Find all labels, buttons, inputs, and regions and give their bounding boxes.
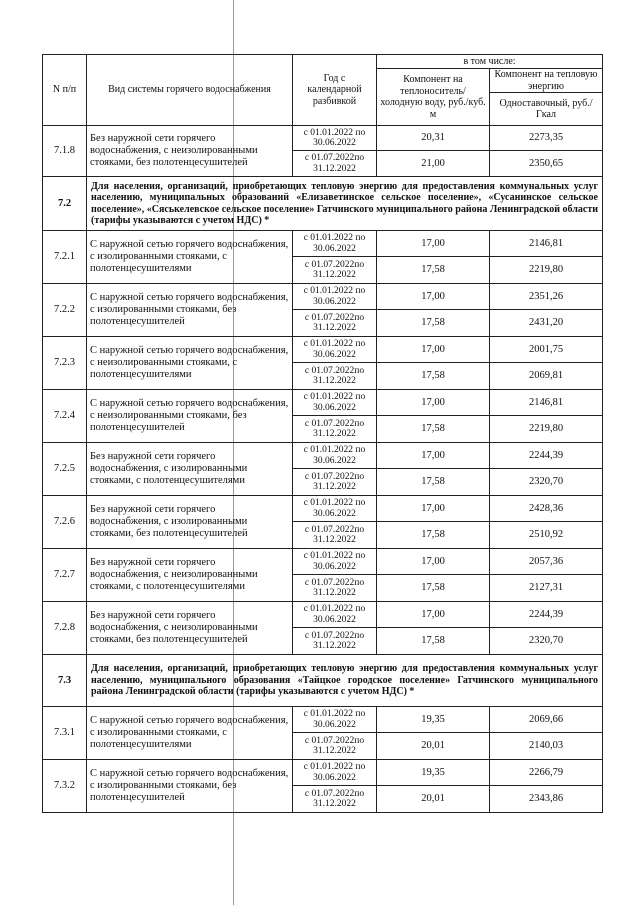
heat-component: 2431,20 xyxy=(490,310,603,337)
table-row xyxy=(43,496,603,522)
heat-component: 2127,31 xyxy=(490,575,603,602)
heat-component: 2343,86 xyxy=(490,786,603,813)
period: с 01.07.2022по 31.12.2022 xyxy=(293,151,377,177)
period: с 01.07.2022по 31.12.2022 xyxy=(293,469,377,496)
period: с 01.01.2022 по 30.06.2022 xyxy=(293,760,377,786)
table-row xyxy=(43,707,603,733)
water-component: 17,58 xyxy=(377,363,490,390)
system-description: С наружной сетью горячего водоснабжения, с изолированными стояками, без полотенцесушителей xyxy=(87,760,293,813)
table-row xyxy=(43,443,603,469)
water-component: 19,35 xyxy=(377,707,490,733)
system-description: Без наружной сети горячего водоснабжения, с изолированными стояками, с полотенцесушителями xyxy=(87,443,293,496)
tariff-table xyxy=(42,54,603,813)
system-description: С наружной сетью горячего водоснабжения, с изолированными стояками, с полотенцесушителями xyxy=(87,707,293,760)
system-description: Без наружной сети горячего водоснабжения, с неизолированными стояками, без полотенцесушителей xyxy=(87,126,293,177)
heat-component: 2266,79 xyxy=(490,760,603,786)
heat-component: 2057,36 xyxy=(490,549,603,575)
period: с 01.01.2022 по 30.06.2022 xyxy=(293,602,377,628)
section-row xyxy=(43,177,603,231)
period: с 01.07.2022по 31.12.2022 xyxy=(293,416,377,443)
water-component: 20,01 xyxy=(377,786,490,813)
heat-component: 2351,26 xyxy=(490,284,603,310)
water-component: 19,35 xyxy=(377,760,490,786)
water-component: 21,00 xyxy=(377,151,490,177)
period: с 01.01.2022 по 30.06.2022 xyxy=(293,390,377,416)
heat-component: 2146,81 xyxy=(490,390,603,416)
water-component: 20,31 xyxy=(377,126,490,151)
header-row-1 xyxy=(43,55,603,69)
row-number: 7.1.8 xyxy=(43,126,87,177)
system-description: С наружной сетью горячего водоснабжения, с неизолированными стояками, без полотенцесушителей xyxy=(87,390,293,443)
water-component: 17,58 xyxy=(377,628,490,655)
row-number: 7.2.7 xyxy=(43,549,87,602)
row-number: 7.2.5 xyxy=(43,443,87,496)
table-row xyxy=(43,390,603,416)
row-number: 7.3.2 xyxy=(43,760,87,813)
heat-component: 2320,70 xyxy=(490,469,603,496)
water-component: 17,58 xyxy=(377,522,490,549)
heat-component: 2069,81 xyxy=(490,363,603,390)
water-component: 17,58 xyxy=(377,257,490,284)
row-number: 7.2.6 xyxy=(43,496,87,549)
header-system: Вид системы горячего водоснабжения xyxy=(87,55,293,126)
section-description: Для населения, организаций, приобретающих тепловую энергию для предоставления коммунальных услуг населению, муниципальных образований «Елизаветинское сельское поселение», «Сусанинское сельское поселение», «Сяськелевское сельское поселение» Гатчинского муниципального района Ленинградской области (тарифы указываются с учетом НДС) * xyxy=(87,177,603,231)
heat-component: 2140,03 xyxy=(490,733,603,760)
row-number: 7.2.2 xyxy=(43,284,87,337)
water-component: 17,00 xyxy=(377,337,490,363)
system-description: С наружной сетью горячего водоснабжения, с изолированными стояками, без полотенцесушителей xyxy=(87,284,293,337)
system-description: С наружной сетью горячего водоснабжения, с неизолированными стояками, с полотенцесушителями xyxy=(87,337,293,390)
system-description: С наружной сетью горячего водоснабжения, с изолированными стояками, с полотенцесушителями xyxy=(87,231,293,284)
water-component: 17,00 xyxy=(377,602,490,628)
heat-component: 2069,66 xyxy=(490,707,603,733)
period: с 01.07.2022по 31.12.2022 xyxy=(293,257,377,284)
header-comp-heat: Компонент на тепловую энергию xyxy=(490,69,603,93)
period: с 01.01.2022 по 30.06.2022 xyxy=(293,707,377,733)
row-number: 7.3.1 xyxy=(43,707,87,760)
section-row xyxy=(43,655,603,707)
section-number: 7.3 xyxy=(43,655,87,707)
table-row xyxy=(43,549,603,575)
row-number: 7.2.1 xyxy=(43,231,87,284)
system-description: Без наружной сети горячего водоснабжения, с изолированными стояками, без полотенцесушителей xyxy=(87,496,293,549)
water-component: 17,58 xyxy=(377,310,490,337)
header-year: Год с календарной разбивкой xyxy=(293,55,377,126)
heat-component: 2244,39 xyxy=(490,602,603,628)
heat-component: 2428,36 xyxy=(490,496,603,522)
heat-component: 2219,80 xyxy=(490,416,603,443)
heat-component: 2001,75 xyxy=(490,337,603,363)
water-component: 17,00 xyxy=(377,284,490,310)
water-component: 17,58 xyxy=(377,575,490,602)
period: с 01.07.2022по 31.12.2022 xyxy=(293,786,377,813)
period: с 01.01.2022 по 30.06.2022 xyxy=(293,126,377,151)
table-row xyxy=(43,760,603,786)
table-row xyxy=(43,126,603,151)
heat-component: 2273,35 xyxy=(490,126,603,151)
section-number: 7.2 xyxy=(43,177,87,231)
section-description: Для населения, организаций, приобретающих тепловую энергию для предоставления коммунальных услуг населению, муниципального образования «Тайцкое городское поселение» Гатчинского муниципального района Ленинградской области (тарифы указываются с учетом НДС) * xyxy=(87,655,603,707)
table-row xyxy=(43,337,603,363)
table-row xyxy=(43,284,603,310)
header-num: N п/п xyxy=(43,55,87,126)
row-number: 7.2.8 xyxy=(43,602,87,655)
table-row xyxy=(43,231,603,257)
period: с 01.07.2022по 31.12.2022 xyxy=(293,310,377,337)
header-one-rate: Одноставочный, руб./Гкал xyxy=(490,93,603,126)
period: с 01.07.2022по 31.12.2022 xyxy=(293,575,377,602)
water-component: 17,58 xyxy=(377,416,490,443)
water-component: 17,00 xyxy=(377,496,490,522)
period: с 01.07.2022по 31.12.2022 xyxy=(293,628,377,655)
table-row xyxy=(43,602,603,628)
heat-component: 2510,92 xyxy=(490,522,603,549)
period: с 01.07.2022по 31.12.2022 xyxy=(293,363,377,390)
water-component: 20,01 xyxy=(377,733,490,760)
period: с 01.01.2022 по 30.06.2022 xyxy=(293,231,377,257)
period: с 01.07.2022по 31.12.2022 xyxy=(293,522,377,549)
heat-component: 2350,65 xyxy=(490,151,603,177)
header-including: в том числе: xyxy=(377,55,603,69)
heat-component: 2244,39 xyxy=(490,443,603,469)
period: с 01.07.2022по 31.12.2022 xyxy=(293,733,377,760)
water-component: 17,00 xyxy=(377,231,490,257)
water-component: 17,00 xyxy=(377,443,490,469)
period: с 01.01.2022 по 30.06.2022 xyxy=(293,337,377,363)
heat-component: 2219,80 xyxy=(490,257,603,284)
system-description: Без наружной сети горячего водоснабжения, с неизолированными стояками, с полотенцесушителями xyxy=(87,549,293,602)
heat-component: 2320,70 xyxy=(490,628,603,655)
row-number: 7.2.3 xyxy=(43,337,87,390)
water-component: 17,00 xyxy=(377,549,490,575)
period: с 01.01.2022 по 30.06.2022 xyxy=(293,443,377,469)
water-component: 17,00 xyxy=(377,390,490,416)
row-number: 7.2.4 xyxy=(43,390,87,443)
water-component: 17,58 xyxy=(377,469,490,496)
period: с 01.01.2022 по 30.06.2022 xyxy=(293,496,377,522)
period: с 01.01.2022 по 30.06.2022 xyxy=(293,284,377,310)
header-comp-water: Компонент на теплоноситель/ холодную воду, руб./куб. м xyxy=(377,69,490,126)
period: с 01.01.2022 по 30.06.2022 xyxy=(293,549,377,575)
heat-component: 2146,81 xyxy=(490,231,603,257)
system-description: Без наружной сети горячего водоснабжения, с неизолированными стояками, без полотенцесушителей xyxy=(87,602,293,655)
